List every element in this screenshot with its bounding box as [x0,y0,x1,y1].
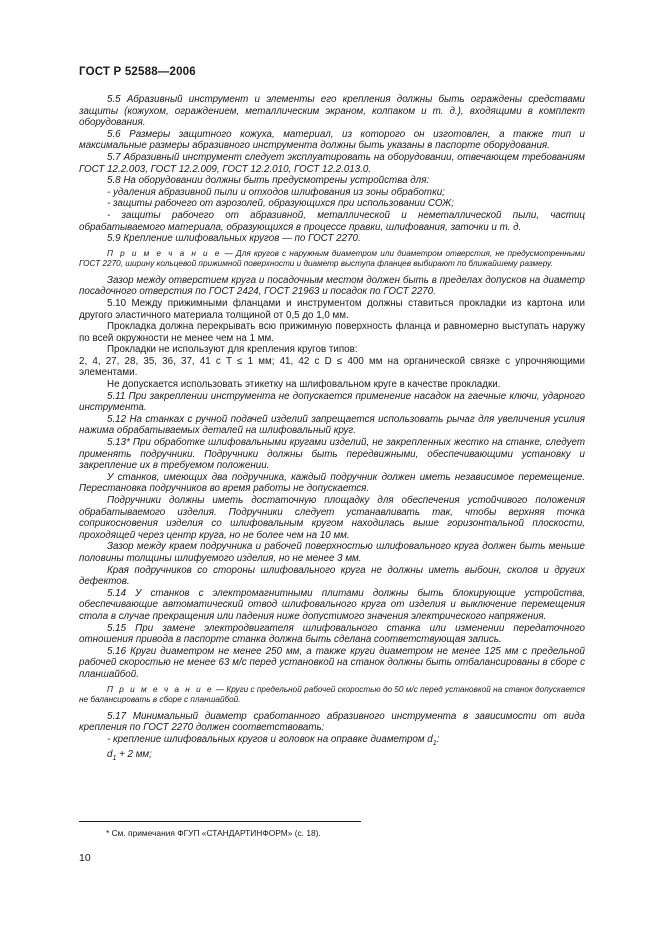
list-item: - защиты рабочего от аэрозолей, образующихся при использовании СОЖ; [107,198,454,210]
paragraph-5-11: 5.11 При закреплении инструмента не допускается применение насадок на гаечные ключи, ударного инструмента. [79,390,585,414]
paragraph-gasket-types: Прокладки не используют для крепления кругов типов: [107,344,358,356]
note-label: П р и м е ч а н и е [107,248,222,258]
note-label: П р и м е ч а н и е [107,684,214,694]
paragraph-two-rests: У станков, имеющих два подручника, каждый подручник должен иметь независимое перемещение. Перестановка подручников во время работы не допускается. [79,471,585,495]
paragraph-rest-gap: Зазор между краем подручника и рабочей поверхностью шлифовального круга должен быть меньше половины толщины шлифуемого изделия, но не менее 3 мм. [79,541,585,564]
paragraph-5-7: 5.7 Абразивный инструмент следует эксплуатировать на оборудовании, отвечающем требованиям ГОСТ 12.2.003, ГОСТ 12.2.009, ГОСТ 12.2.010, ГОСТ 12.2.013.0. [79,151,585,175]
list-item: - крепление шлифовальных кругов и головок на оправке диаметром $d_1$: [107,733,440,747]
paragraph-5-14: 5.14 У станков с электромагнитными плитами должны быть блокирующие устройства, обеспечивающие автоматический отвод шлифовального круга от изделия и выключение перемещения стола в случае прекращения или падения ниже допустимого значения электрического напряжения. [79,587,585,622]
note-text: — Круги с предельной рабочей скоростью до 50 м/с перед установкой на станок допускается не балансировать в сборе с планшайбой. [79,684,585,704]
paragraph-5-17: 5.17 Минимальный диаметр сработанного абразивного инструмента в зависимости от вида крепления по ГОСТ 2270 должен соответствовать: [79,710,585,734]
page-number: 10 [79,852,91,864]
note-text: — Для кругов с наружным диаметром или диаметром отверстия, не предусмотренными ГОСТ 2270, ширину кольцевой прижимной поверхности и диаметр выступа фланцев выбирают по ближайшему размеру. [79,248,585,268]
paragraph-5-15: 5.15 При замене электродвигателя шлифовального станка или изменении передаточного отношения привода в паспорте станка должна быть сделана соответствующая запись. [79,622,585,646]
document-header: ГОСТ Р 52588—2006 [79,66,196,78]
paragraph-5-5: 5.5 Абразивный инструмент и элементы его крепления должны быть ограждены средствами защиты (кожухом, ограждением, металлическим экраном, колпаком и т. д.), входящими в комплект оборудования. [79,94,585,129]
paragraph-5-6: 5.6 Размеры защитного кожуха, материал, из которого он изготовлен, а также тип и максимальные размеры абразивного инструмента должны быть указаны в паспорте оборудования. [79,128,585,152]
paragraph-types-list: 2, 4, 27, 28, 35, 36, 37, 41 с T ≤ 1 мм; 41, 42 с D ≤ 400 мм на органической связке с упрочняющими элементами. [79,355,585,379]
paragraph-rest-platform: Подручники должны иметь достаточную площадку для обеспечения устойчивого положения обрабатываемого изделия. Подручники следует устанавливать так, чтобы верхняя точка соприкосновения изделия со шлифовальным кругом находилась выше горизонтальной плоскости, проходящей через центр круга, но не более чем на 10 мм. [79,495,585,541]
paragraph-label-ban: Не допускается использовать этикетку на шлифовальном круге в качестве прокладки. [107,379,501,391]
paragraph-5-8: 5.8 На оборудовании должны быть предусмотрены устройства для: [107,175,430,187]
paragraph-5-10: 5.10 Между прижимными фланцами и инструментом должны ставиться прокладки из картона или другого эластичного материала толщиной от 0,5 до 1,0 мм. [79,297,585,321]
paragraph-5-9: 5.9 Крепление шлифовальных кругов — по ГОСТ 2270. [107,233,361,245]
formula-line: $d_1 + 2$ мм; [107,749,152,763]
paragraph-rest-edges: Края подручников со стороны шлифовального круга не должны иметь выбоин, сколов и других дефектов. [79,564,585,588]
list-item: - удаления абразивной пыли и отходов шлифования из зоны обработки; [107,186,445,198]
footnote: * См. примечания ФГУП «СТАНДАРТИНФОРМ» (с. 18). [106,828,321,838]
paragraph-5-12: 5.12 На станках с ручной подачей изделий запрещается использовать рычаг для увеличения усилия нажима обрабатываемых деталей на шлифовальный круг. [79,413,585,437]
paragraph-gap-tolerance: Зазор между отверстием круга и посадочным местом должен быть в пределах допусков на диаметр посадочного отверстия по ГОСТ 2424, ГОСТ 21963 и посадок по ГОСТ 2270. [79,274,585,298]
note-block [79,249,585,269]
paragraph-gasket: Прокладка должна перекрывать всю прижимную поверхность фланца и равномерно выступать наружу по всей окружности не менее чем на 1 мм. [79,321,585,344]
paragraph-5-13: 5.13* При обработке шлифовальными кругами изделий, не закрепленных жестко на станке, следует применять подручники. Подручники должны быть передвижными, обеспечивающими установку и закрепление их в требуемом положении. [79,437,585,472]
footnote-divider [79,821,361,822]
document-body [79,94,585,765]
list-item: - защиты рабочего от абразивной, металлической и неметаллической пыли, частиц обрабатываемого материала, образующихся в процессе правки, шлифования, заточки и т. д. [79,209,585,233]
paragraph-5-16: 5.16 Круги диаметром не менее 250 мм, а также круги диаметром не менее 125 мм с предельной рабочей скоростью не менее 63 м/с перед установкой на станок должны быть отбалансированы в сборе с планшайбой. [79,645,585,680]
note-block [79,685,585,705]
